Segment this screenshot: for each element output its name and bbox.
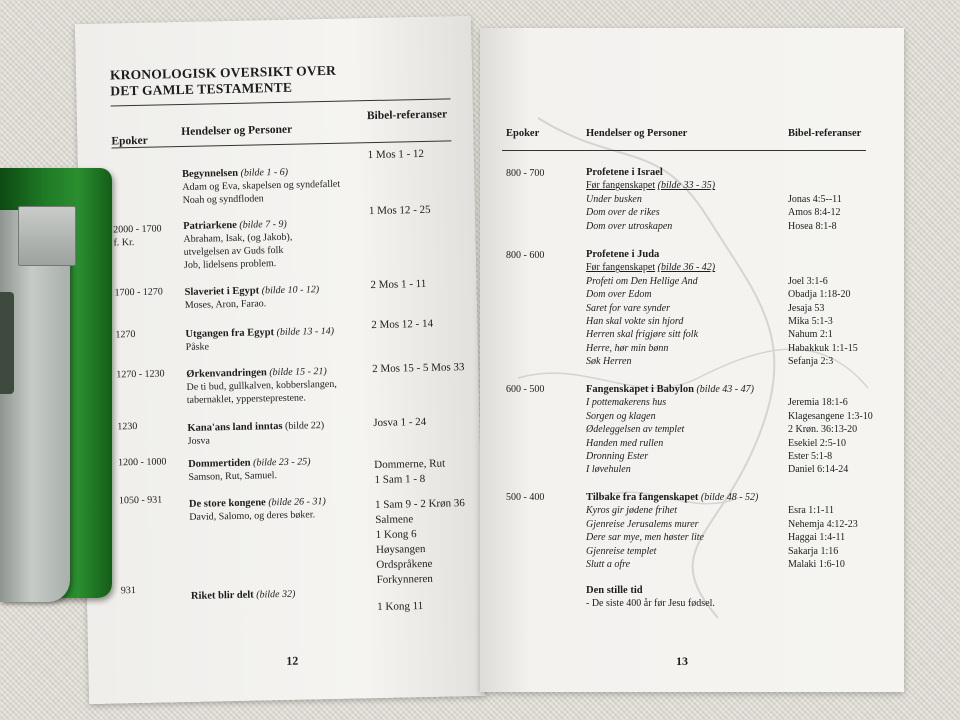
- bible-reference: Jonas 4:5--11 Amos 8:4-12 Hosea 8:1-8: [788, 193, 842, 232]
- stapler-plate: [18, 206, 76, 266]
- bible-reference: 1 Mos 1 - 12: [367, 147, 425, 162]
- epoch-label: 800 - 600: [506, 250, 545, 261]
- bible-reference: 2 Mos 12 - 14: [371, 317, 434, 332]
- title-divider: [111, 98, 451, 106]
- list-item: Patriarkene (bilde 7 - 9) Abraham, Isak, (og Jakob), utvelgelsen av Guds folk Job, lidelsens problem.: [183, 218, 293, 271]
- list-item: Kana'ans land inntas (bilde 22) Josva: [187, 420, 325, 447]
- left-page: [75, 16, 485, 704]
- epoch-label: 1270: [115, 329, 136, 341]
- page-number: 13: [676, 654, 688, 668]
- list-item: Profetene i Israel Før fangenskapet (bilde 33 - 35) Under busken Dom over de rikes Dom over utroskapen: [586, 167, 716, 232]
- epoch-label: 931: [120, 585, 136, 597]
- epoch-label: 1230: [117, 421, 138, 433]
- stapler-arm: [0, 210, 70, 602]
- list-item: Tilbake fra fangenskapet (bilde 48 - 52) Kyros gir jødene frihet Gjenreise Jerusalems murer Dere sar mye, men høster lite Gjenreise templet Slutt a ofre: [586, 492, 759, 571]
- bible-reference: Jeremia 18:1-6 Klagesangene 1:3-10 2 Krøn. 36:13-20 Esekiel 2:5-10 Ester 5:1-8 Daniel 6:14-24: [788, 397, 873, 476]
- column-header-refs: Bibel-referanser: [788, 128, 862, 139]
- bible-reference: Dommerne, Rut 1 Sam 1 - 8: [374, 457, 446, 487]
- page-title-line1: KRONOLOGISK OVERSIKT OVER: [109, 62, 337, 83]
- column-header-epoch: Epoker: [111, 134, 148, 148]
- epoch-label: 1270 - 1230: [116, 368, 165, 381]
- list-item: Ørkenvandringen (bilde 15 - 21) De ti bud, gullkalven, kobberslangen, tabernaklet, yppersteprestene.: [186, 366, 337, 406]
- bible-reference: 1 Mos 12 - 25: [368, 203, 431, 218]
- column-header-events: Hendelser og Personer: [586, 128, 688, 139]
- epoch-label: 800 - 700: [506, 168, 545, 179]
- epoch-label: 1050 - 931: [118, 494, 163, 507]
- list-item: Dommertiden (bilde 23 - 25) Samson, Rut, Samuel.: [188, 456, 311, 483]
- stapler-strip: [0, 292, 14, 394]
- bible-reference: 1 Kong 11: [377, 600, 424, 614]
- column-header-refs: Bibel-referanser: [366, 108, 448, 123]
- list-item: Profetene i Juda Før fangenskapet (bilde 36 - 42) Profeti om Den Hellige And Dom over Edom Saret for vare synder Han skal vokte sin hjord Herren skal frigjøre sitt folk Herre, hør min bønn Søk Herren: [586, 249, 716, 368]
- list-item: Begynnelsen (bilde 1 - 6) Adam og Eva, skapelsen og syndefallet Noah og syndfloden: [181, 166, 341, 207]
- epoch-label: 2000 - 1700 f. Kr.: [113, 223, 162, 249]
- list-item: Riket blir delt (bilde 32): [190, 588, 296, 602]
- epoch-label: 1700 - 1270: [114, 286, 164, 299]
- column-header-epoch: Epoker: [506, 128, 540, 139]
- epoch-label: 1200 - 1000: [118, 456, 167, 469]
- bible-reference: Joel 3:1-6 Obadja 1:18-20 Jesaja 53 Mika 5:1-3 Nahum 2:1 Habakkuk 1:1-15 Sefanja 2:3: [788, 275, 858, 368]
- bible-reference: 2 Mos 15 - 5 Mos 33: [372, 361, 465, 376]
- list-item: Fangenskapet i Babylon (bilde 43 - 47) I pottemakerens hus Sorgen og klagen Ødeleggelsen av templet Handen med rullen Dronning Ester I løvehulen: [586, 384, 754, 476]
- page-number: 12: [286, 653, 299, 668]
- epoch-label: 500 - 400: [506, 492, 545, 503]
- bible-reference: 2 Mos 1 - 11: [370, 277, 427, 292]
- list-item: Slaveriet i Egypt (bilde 10 - 12) Moses, Aron, Farao.: [184, 284, 320, 311]
- header-divider: [502, 150, 866, 151]
- right-page: [480, 28, 904, 692]
- list-item: Utgangen fra Egypt (bilde 13 - 14) Påske: [185, 325, 335, 353]
- bible-reference: Esra 1:1-11 Nehemja 4:12-23 Haggai 1:4-11 Sakarja 1:16 Malaki 1:6-10: [788, 505, 858, 571]
- list-item: Den stille tid - De siste 400 år før Jesu fødsel.: [586, 585, 715, 610]
- column-header-events: Hendelser og Personer: [181, 123, 293, 139]
- epoch-label: 600 - 500: [506, 384, 545, 395]
- bible-reference: 1 Sam 9 - 2 Krøn 36 Salmene 1 Kong 6 Høysangen Ordspråkene Forkynneren: [374, 497, 465, 587]
- bible-reference: Josva 1 - 24: [373, 415, 427, 430]
- list-item: De store kongene (bilde 26 - 31) David, Salomo, og deres bøker.: [188, 496, 326, 523]
- page-title-line2: DET GAMLE TESTAMENTE: [110, 79, 293, 99]
